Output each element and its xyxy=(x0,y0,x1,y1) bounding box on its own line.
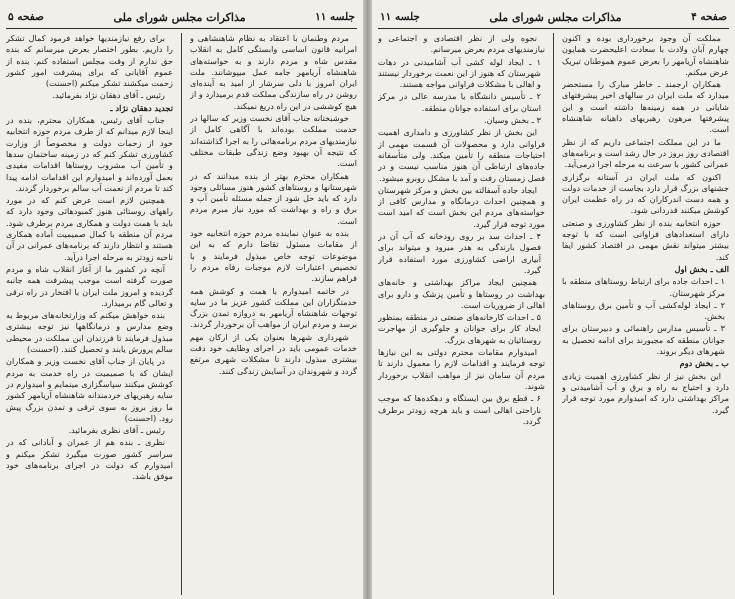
paragraph: شهرداری شهرها بعنوان یکی از ارکان مهم خدمات عمومی باید در اجرای وظایف خود دقت بیشتری مبذول دارند تا مشکلات شهری مرتفع گردد و شهروندان در آسایش زندگی کنند. xyxy=(190,331,357,376)
left-page-title: مذاکرات مجلس شورای ملی xyxy=(113,10,246,24)
column-divider xyxy=(181,33,182,595)
paragraph: امیدوارم مقامات محترم دولتی به این نیازها توجه فرمایند و اقدامات لازم را معمول دارند تا مردم آن سامان نیز از مواهب انقلاب برخوردار شوند. xyxy=(378,347,545,391)
paragraph: این بخش از نظر کشاورزی و دامداری اهمیت فراوانی دارد و محصولات آن قسمت مهمی از احتیاجات منطقه را تأمین میکند. ولی متأسفانه جاده‌های ارتباطی آن هنوز مناسب نیست و در فصل زمستان رفت و آمد با مشکل روبرو میشود. xyxy=(378,127,545,183)
paragraph: در خاتمه امیدوارم با همت و کوشش همه خدمتگزاران این مملکت کشور عزیز ما در سایه توجهات شاهنشاه آریامهر به دروازه تمدن بزرگ برسد و مردم ایران از مواهب آن برخوردار گردند. xyxy=(190,285,357,330)
list-item: ۲ ـ تأسیس دانشگاه یا مدرسه عالی در مرکز استان برای استفاده جوانان منطقه. xyxy=(378,91,541,113)
right-page-session: جلسه ۱۱ xyxy=(380,11,420,23)
paragraph: ایجاد جاده آسفالته بین بخش و مرکز شهرستان و همچنین احداث درمانگاه و مدارس کافی از خواسته‌های مردم این بخش است که امید است مورد توجه قرار گیرد. xyxy=(378,184,545,229)
left-page xyxy=(0,0,363,599)
paragraph: مملکت آن وجود برخورداری بوده و اکنون چهارم آبان ولادت با سعادت اعلیحضرت همایون شاهنشاه آریامهر را بعرض عموم هموطنان تبریک عرض میکنم. xyxy=(562,33,729,77)
list-item: ۵ ـ احداث کارخانه‌های صنعتی در منطقه بمنظور ایجاد کار برای جوانان و جلوگیری از مهاجرت روستائیان به شهرهای بزرگ. xyxy=(378,312,541,345)
book-gutter xyxy=(363,0,372,599)
left-page-session: جلسه ۱۱ xyxy=(315,11,355,23)
paragraph: بنده به عنوان نماینده مردم حوزه انتخابیه خود از مقامات مسئول تقاضا دارم که به این موضوعات توجه خاص مبذول فرمایند و با تخصیص اعتبارات لازم موجبات رفاه مردم را فراهم سازند. xyxy=(190,228,357,284)
subheading: ب ـ بخش دوم xyxy=(679,358,729,369)
list-item: ۳ ـ تأسیس مدارس راهنمائی و دبیرستان برای جوانان منطقه که مجبورند برای ادامه تحصیل به شهرهای دیگر بروند. xyxy=(562,323,725,357)
subheading: تجدید دهقان نژاد ـ xyxy=(110,102,173,113)
list-item: ۱ ـ ایجاد لوله کشی آب آشامیدنی در دهات شهرستان که هنوز از این نعمت برخوردار نیستند و اهالی با مشکلات فراوانی مواجه هستند. xyxy=(378,56,541,90)
right-page-column-right xyxy=(562,33,729,595)
list-item: ۲ ـ ایجاد لوله‌کشی آب و تأمین برق روستاهای بخش. xyxy=(562,299,725,322)
paragraph: آنچه در کشور ما از آغاز انقلاب شاه و مردم صورت گرفته است موجب پیشرفت همه جانبه گردیده و امروز ملت ایران با افتخار در راه ترقی و تعالی گام برمیدارد. xyxy=(6,263,173,308)
paragraph: مردم وطنمان با اعتقاد به نظام شاهنشاهی و امرانیه قانون اساسی وابستگی کامل به انقلاب مقدس شاه و مردم دارند و به خواسته‌های شاهنشاه آریامهر جامه عمل میپوشانند. ملت ایران امروز با دلی سرشار از امید به آینده‌ای روشن در راه سازندگی مملکت قدم برمیدارد و از هیچ کوششی در این راه دریغ نمیکند. xyxy=(190,33,357,111)
right-page-header xyxy=(378,6,729,29)
left-page-column-left xyxy=(6,33,173,595)
list-item: ۳ ـ بخش وسیان. xyxy=(483,115,541,126)
paragraph: خوشبختانه جناب آقای نخست وزیر که سالها در خدمت مملکت بوده‌اند با آگاهی کامل از نیازمندیهای مردم برنامه‌هائی را به اجرا گذاشته‌اند که نتیجه آن بهبود وضع زندگی طبقات مختلف است. xyxy=(190,113,357,169)
left-page-header xyxy=(6,6,357,29)
paragraph: ما در این مملکت اجتماعی داریم که از نظر اقتصادی روز بروز در حال رشد است و برنامه‌های عمرانی کشور با سرعت به مرحله اجرا درمی‌آید. xyxy=(562,136,729,170)
left-page-column-right xyxy=(190,33,357,595)
paragraph: همکاران محترم بهتر از بنده میدانند که در شهرستانها و روستاهای کشور هنوز مسائلی وجود دارد که باید حل شود از جمله مسئله تأمین آب و برق و راه و بهداشت که مورد نیاز مبرم مردم است. xyxy=(190,170,357,226)
paragraph: حوزه انتخابیه بنده از نظر کشاورزی و صنعتی دارای استعدادهای فراوانی است که با توجه بیشتر میتواند نقش مهمی در اقتصاد کشور ایفا کند. xyxy=(562,217,729,262)
paragraph: رئیس ـ آقای نظری بفرمائید. xyxy=(68,425,165,436)
paragraph: برای رفع نیازمندیها خواهد فرمود کمال تشکر را داریم. بطور اختصار بعرض میرسانم که بنده حق ندارم از وقت مجلس استفاده کنم. بنده از عموم آقایانی که برای پیشرفت امور کشور زحمت میکشند تشکر میکنم (احسنت) xyxy=(6,33,173,89)
left-page-number: صفحه ۵ xyxy=(8,11,44,23)
paragraph: نحوه ولی از نظر اقتصادی و اجتماعی و نیازمندیهای مردم بعرض میرسانم. xyxy=(378,33,545,55)
right-page-columns xyxy=(378,33,729,595)
paragraph: این بخش نیز از نظر کشاورزی اهمیت زیادی دارد و احتیاج به راه و برق و آب آشامیدنی و مراکز بهداشتی دارد که امیدوارم مورد توجه قرار گیرد. xyxy=(562,370,729,415)
subheading: الف ـ بخش اول xyxy=(674,263,729,274)
paragraph: همچنین ایجاد مراکز بهداشتی و خانه‌های بهداشت در روستاها و تأمین پزشک و دارو برای اهالی از ضروریات است. xyxy=(378,277,545,310)
right-page-number: صفحه ۴ xyxy=(691,11,727,23)
list-item: ۶ ـ قطع برق بین ایستگاه و دهکده‌ها که موجب ناراحتی اهالی است و باید هرچه زودتر برطرف گردد. xyxy=(378,393,541,426)
left-page-columns xyxy=(6,33,357,595)
paragraph: جناب آقای رئیس، همکاران محترم، بنده در اینجا لازم میدانم که از طرف مردم حوزه انتخابیه خود از زحمات دولت و مخصوصاً از وزارت کشاورزی تشکر کنم که در زمینه ساختمان سدها و تأمین آب مشروب روستاها اقدامات مفیدی بعمل آورده‌اند و امیدوارم این اقدامات ادامه پیدا کند تا مردم از نعمت آب سالم برخوردار گردند. xyxy=(6,115,173,193)
paragraph: بنده خواهش میکنم که وزارتخانه‌های مربوط به وضع مدارس و درمانگاهها نیز توجه بیشتری مبذول فرمایند تا فرزندان این مملکت در محیطی سالم پرورش یابند و تحصیل کنند. (احسنت) xyxy=(6,310,173,355)
paragraph: در پایان از جناب آقای نخست وزیر و همکاران ایشان که با صمیمیت در راه خدمت به مردم کوشش میکنند سپاسگزاری مینمایم و امیدوارم در سایه رهبریهای خردمندانه شاهنشاه آریامهر کشور ما روز بروز به سوی ترقی و تمدن بزرگ پیش رود. (احسنت) xyxy=(6,356,173,423)
list-item: ۱ ـ احداث جاده برای ارتباط روستاهای منطقه با مرکز شهرستان. xyxy=(562,276,725,298)
column-divider xyxy=(553,33,554,595)
right-page-title: مذاکرات مجلس شورای ملی xyxy=(489,10,622,24)
list-item: ۴ ـ احداث سد بر روی رودخانه که آب آن در فصول بارندگی به هدر میرود و میتواند برای آبیاری اراضی کشاورزی مورد استفاده قرار گیرد. xyxy=(378,231,541,275)
paragraph: اکنون که ملت ایران در آستانه برگزاری جشنهای بزرگ قرار دارد بجاست از خدمات دولت و همه دست اندرکاران که در راه عظمت ایران کوشش میکنند قدردانی شود. xyxy=(562,171,729,216)
paragraph: همچنین لازم است عرض کنم که در مورد راههای روستائی هنوز کمبودهائی وجود دارد که باید با همت دولت و همکاری مردم برطرف شود. مردم آن منطقه با کمال صمیمیت آماده همکاری هستند و انتظار دارند که برنامه‌های عمرانی در آن ناحیه زودتر به مرحله اجرا درآید. xyxy=(6,195,173,262)
paragraph: رئیس ـ آقای دهقان نژاد بفرمائید. xyxy=(52,90,165,101)
right-page-column-left xyxy=(378,33,545,595)
paragraph: همکاران ارجمند ـ خاطر مبارک را مستحضر میدارد که ملت ایران در سالهای اخیر پیشرفتهای شایانی در همه زمینه‌ها داشته است و این پیشرفتها مرهون رهبریهای داهیانه شاهنشاه است. xyxy=(562,79,729,135)
right-page xyxy=(372,0,735,599)
paragraph: نظری ـ بنده هم از عمران و آبادانی که در سراسر کشور صورت میگیرد تشکر میکنم و امیدوارم که دولت در اجرای برنامه‌های خود موفق باشد. xyxy=(6,437,173,482)
